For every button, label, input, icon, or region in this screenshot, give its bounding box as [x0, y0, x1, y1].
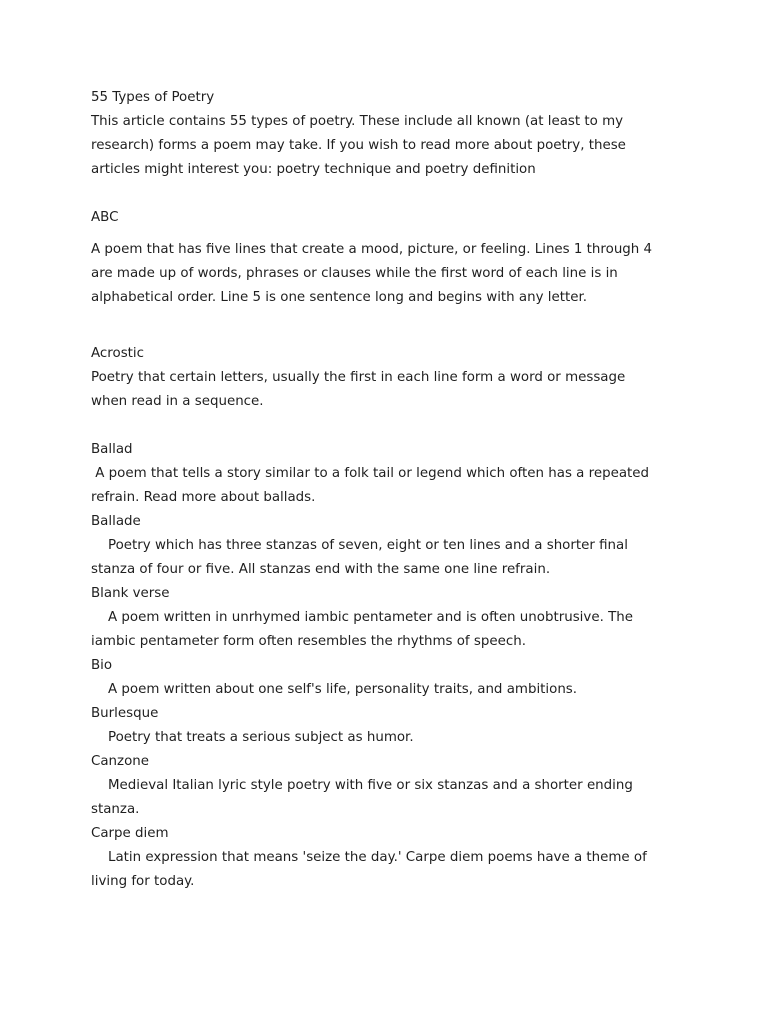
- entry-term-ballad: Ballad: [91, 442, 133, 457]
- entry-term-acrostic: Acrostic: [91, 346, 144, 361]
- entry-definition-line: stanza of four or five. All stanzas end with the same one line refrain.: [91, 562, 551, 577]
- entry-definition-line: are made up of words, phrases or clauses while the first word of each line is in: [91, 266, 618, 281]
- entry-definition-line: A poem that has five lines that create a mood, picture, or feeling. Lines 1 through 4: [91, 242, 653, 257]
- entry-definition-line: Poetry that treats a serious subject as humor.: [108, 730, 414, 745]
- entry-definition-line: Poetry that certain letters, usually the first in each line form a word or message: [91, 370, 626, 385]
- entry-definition-line: alphabetical order. Line 5 is one sentence long and begins with any letter.: [91, 290, 588, 305]
- entry-definition-line: Medieval Italian lyric style poetry with five or six stanzas and a shorter ending: [108, 778, 633, 793]
- entry-term-burlesque: Burlesque: [91, 706, 159, 721]
- entry-term-blank-verse: Blank verse: [91, 586, 170, 601]
- entry-definition-line: refrain. Read more about ballads.: [91, 490, 316, 505]
- intro-line: research) forms a poem may take. If you wish to read more about poetry, these: [91, 138, 626, 153]
- entry-definition-line: A poem written in unrhymed iambic pentameter and is often unobtrusive. The: [108, 610, 633, 625]
- entry-term-canzone: Canzone: [91, 754, 149, 769]
- entry-definition-line: A poem that tells a story similar to a folk tail or legend which often has a repeated: [91, 466, 650, 481]
- entry-term-carpe-diem: Carpe diem: [91, 826, 169, 841]
- entry-definition-line: when read in a sequence.: [91, 394, 264, 409]
- entry-definition-line: A poem written about one self's life, personality traits, and ambitions.: [108, 682, 578, 697]
- entry-term-bio: Bio: [91, 658, 113, 673]
- entry-definition-line: stanza.: [91, 802, 140, 817]
- entry-definition-line: Latin expression that means 'seize the day.' Carpe diem poems have a theme of: [108, 850, 647, 865]
- intro-line: articles might interest you: poetry technique and poetry definition: [91, 162, 536, 177]
- document-page: [91, 86, 691, 894]
- entry-definition-line: iambic pentameter form often resembles the rhythms of speech.: [91, 634, 526, 649]
- intro-line: This article contains 55 types of poetry. These include all known (at least to my: [91, 114, 624, 129]
- entry-definition-line: Poetry which has three stanzas of seven, eight or ten lines and a shorter final: [108, 538, 628, 553]
- entry-term-abc: ABC: [91, 210, 119, 225]
- entry-term-ballade: Ballade: [91, 514, 141, 529]
- document-title: 55 Types of Poetry: [91, 90, 215, 105]
- entry-definition-line: living for today.: [91, 874, 195, 889]
